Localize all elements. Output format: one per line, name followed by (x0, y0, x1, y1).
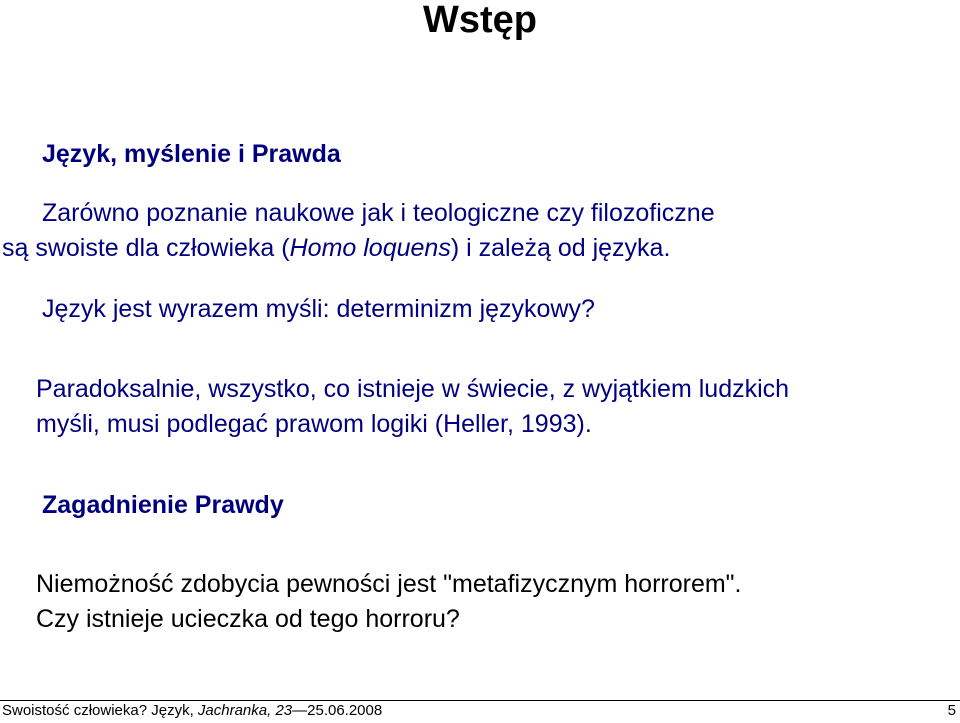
paragraph-horror-line1: Niemożność zdobycia pewności jest "metafizycznym horrorem". (36, 570, 742, 598)
footer-event: Jachranka, 23 (197, 702, 293, 719)
slide-footer (0, 700, 960, 723)
section-heading-truth: Zagadnienie Prawdy (42, 491, 284, 519)
page-number: 5 (947, 702, 956, 719)
paragraph-knowledge-line1: Zarówno poznanie naukowe jak i teologiczne czy filozoficzne (42, 199, 715, 227)
paragraph-knowledge-line2 (2, 233, 670, 264)
paragraph-paradox-line1: Paradoksalnie, wszystko, co istnieje w świecie, z wyjątkiem ludzkich (36, 375, 790, 403)
footer-caption (2, 701, 382, 721)
paragraph-horror-line2: Czy istnieje ucieczka od tego horroru? (36, 605, 460, 633)
text-segment: są swoiste dla człowieka ( (2, 234, 290, 262)
footer-date: 25.06.2008 (307, 702, 383, 719)
slide-title: Wstęp (423, 0, 537, 41)
paragraph-paradox-line2: myśli, musi podlegać prawom logiki (Heller, 1993). (36, 410, 592, 438)
text-segment: ) i zależą od języka. (450, 234, 671, 262)
section-heading-language: Język, myślenie i Prawda (42, 140, 341, 168)
paragraph-determinism: Język jest wyrazem myśli: determinizm językowy? (42, 295, 595, 323)
homo-loquens-term: Homo loquens (289, 234, 451, 262)
footer-dash: — (292, 702, 308, 719)
footer-text: Swoistość człowieka? Język, (2, 702, 198, 719)
